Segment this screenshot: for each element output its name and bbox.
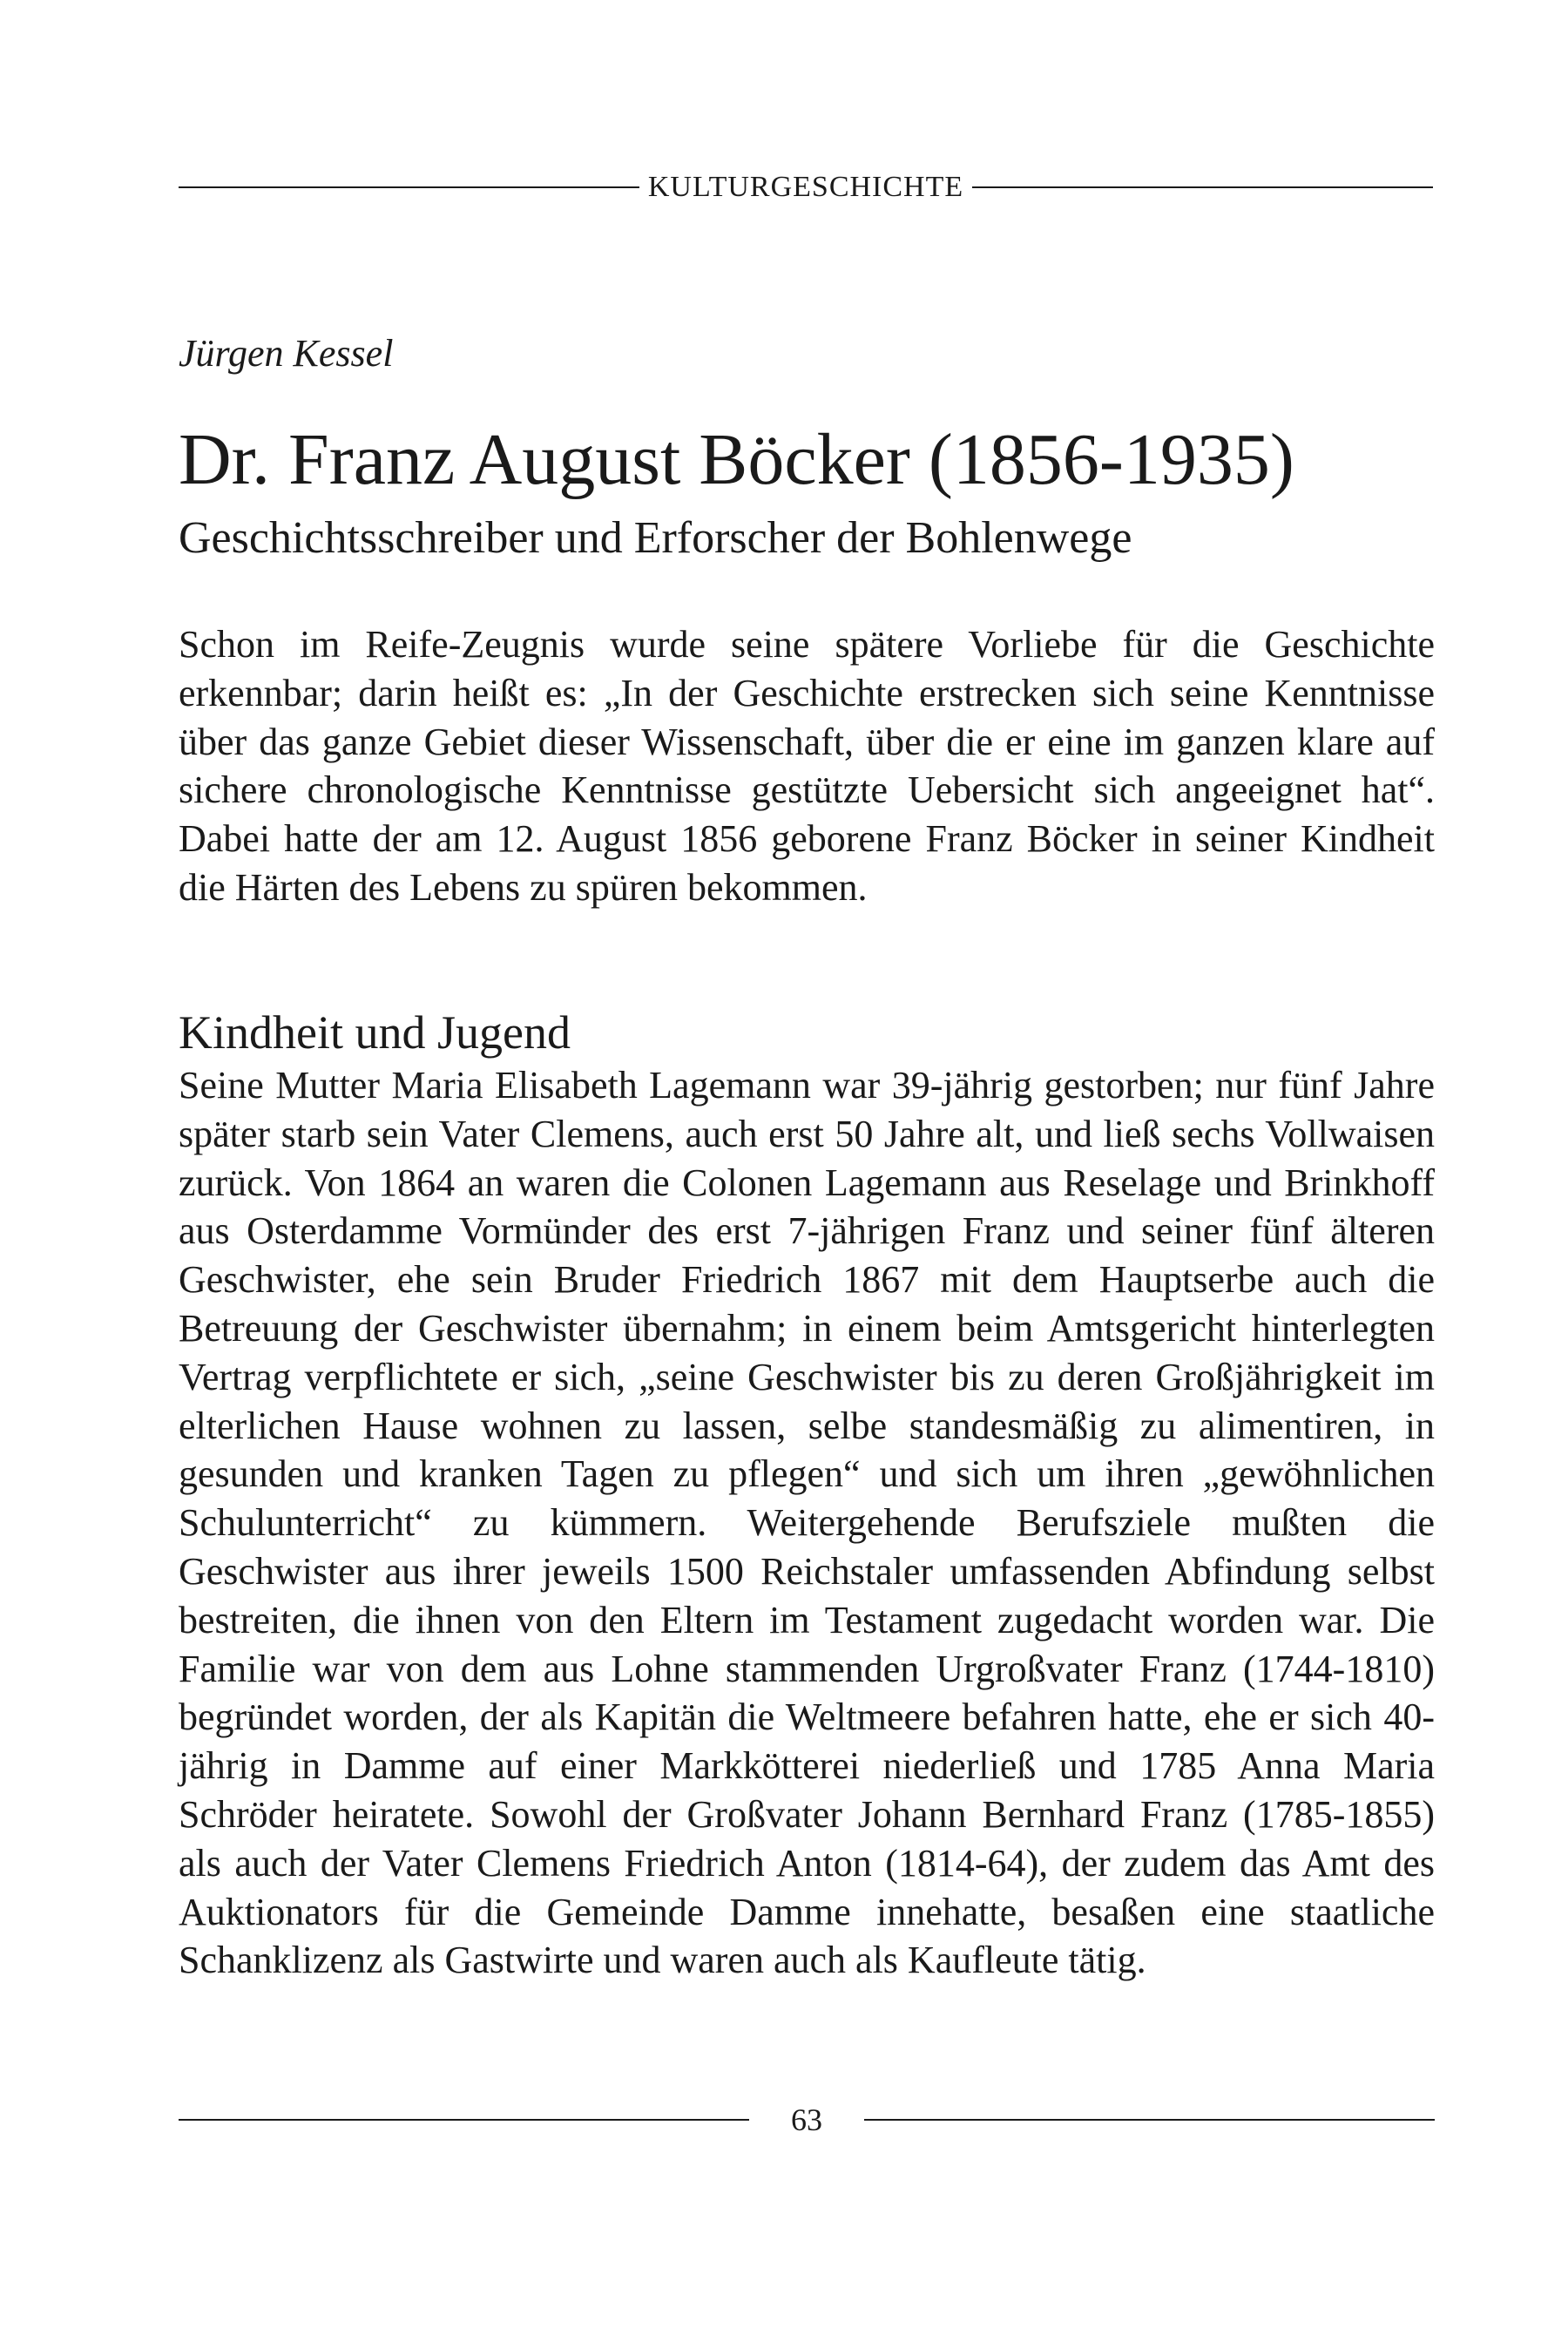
intro-paragraph: Schon im Reife-Zeugnis wurde seine spätere Vorliebe für die Geschichte erkennbar; darin heißt es: „In der Geschichte erstrecken sich seine Kenntnisse über das ganze Gebiet dieser Wissenschaft, über die er eine im ganzen klare auf sichere chronologische Kenntnisse gestützte Uebersicht sich angeeignet hat“. Dabei hatte der am 12. August 1856 geborene Franz Böcker in seiner Kindheit die Härten des Lebens zu spüren bekommen.	[179, 623, 1435, 909]
page-number: 63	[791, 2102, 822, 2137]
header-rule-left	[179, 186, 639, 188]
author-name: Jürgen Kessel	[179, 332, 394, 375]
footer-rule-right	[864, 2119, 1435, 2121]
section-paragraph: Seine Mutter Maria Elisabeth Lagemann war 39-jährig gestorben; nur fünf Jahre später starb sein Vater Clemens, auch erst 50 Jahre alt, und ließ sechs Vollwaisen zurück. Von 1864 an waren die Colonen Lagemann aus Reselage und Brinkhoff aus Osterdamme Vormünder des erst 7-jährigen Franz und seiner fünf älteren Geschwister, ehe sein Bruder Friedrich 1867 mit dem Hauptserbe auch die Betreuung der Geschwister übernahm; in einem beim Amtsgericht hinterlegten Vertrag verpflichtete er sich, „seine Geschwister bis zu deren Großjährigkeit im elterlichen Hause wohnen zu lassen, selbe standesmäßig zu alimentiren, in gesunden und kranken Tagen zu pflegen“ und sich um ihren „gewöhnlichen Schulunterricht“ zu kümmern. Weitergehende Berufsziele mußten die Geschwister aus ihrer jeweils 1500 Reichstaler umfassenden Abfindung selbst bestreiten, die ihnen von den Eltern im Testament zugedacht worden war. Die Familie war von dem aus Lohne stammenden Urgroßvater Franz (1744-1810) begründet worden, der als Kapitän die Weltmeere befahren hatte, ehe er sich 40-jährig in Damme auf einer Markkötterei niederließ und 1785 Anna Maria Schröder heiratete. Sowohl der Großvater Johann Bernhard Franz (1785-1855) als auch der Vater Clemens Friedrich Anton (1814-64), der zudem das Amt des Auktionators für die Gemeinde Damme innehatte, besaßen eine staatliche Schanklizenz als Gastwirte und waren auch als Kaufleute tätig.	[179, 1064, 1435, 1982]
section-heading: Kindheit und Jugend	[179, 1006, 571, 1059]
running-header	[179, 164, 1433, 211]
header-rule-right	[972, 186, 1433, 188]
section-label: KULTURGESCHICHTE	[647, 171, 964, 203]
article-subtitle: Geschichtsschreiber und Erforscher der Bohlenwege	[179, 513, 1132, 563]
article-title: Dr. Franz August Böcker (1856-1935)	[179, 419, 1294, 500]
footer-rule-left	[179, 2119, 749, 2121]
page-footer	[179, 2095, 1435, 2144]
